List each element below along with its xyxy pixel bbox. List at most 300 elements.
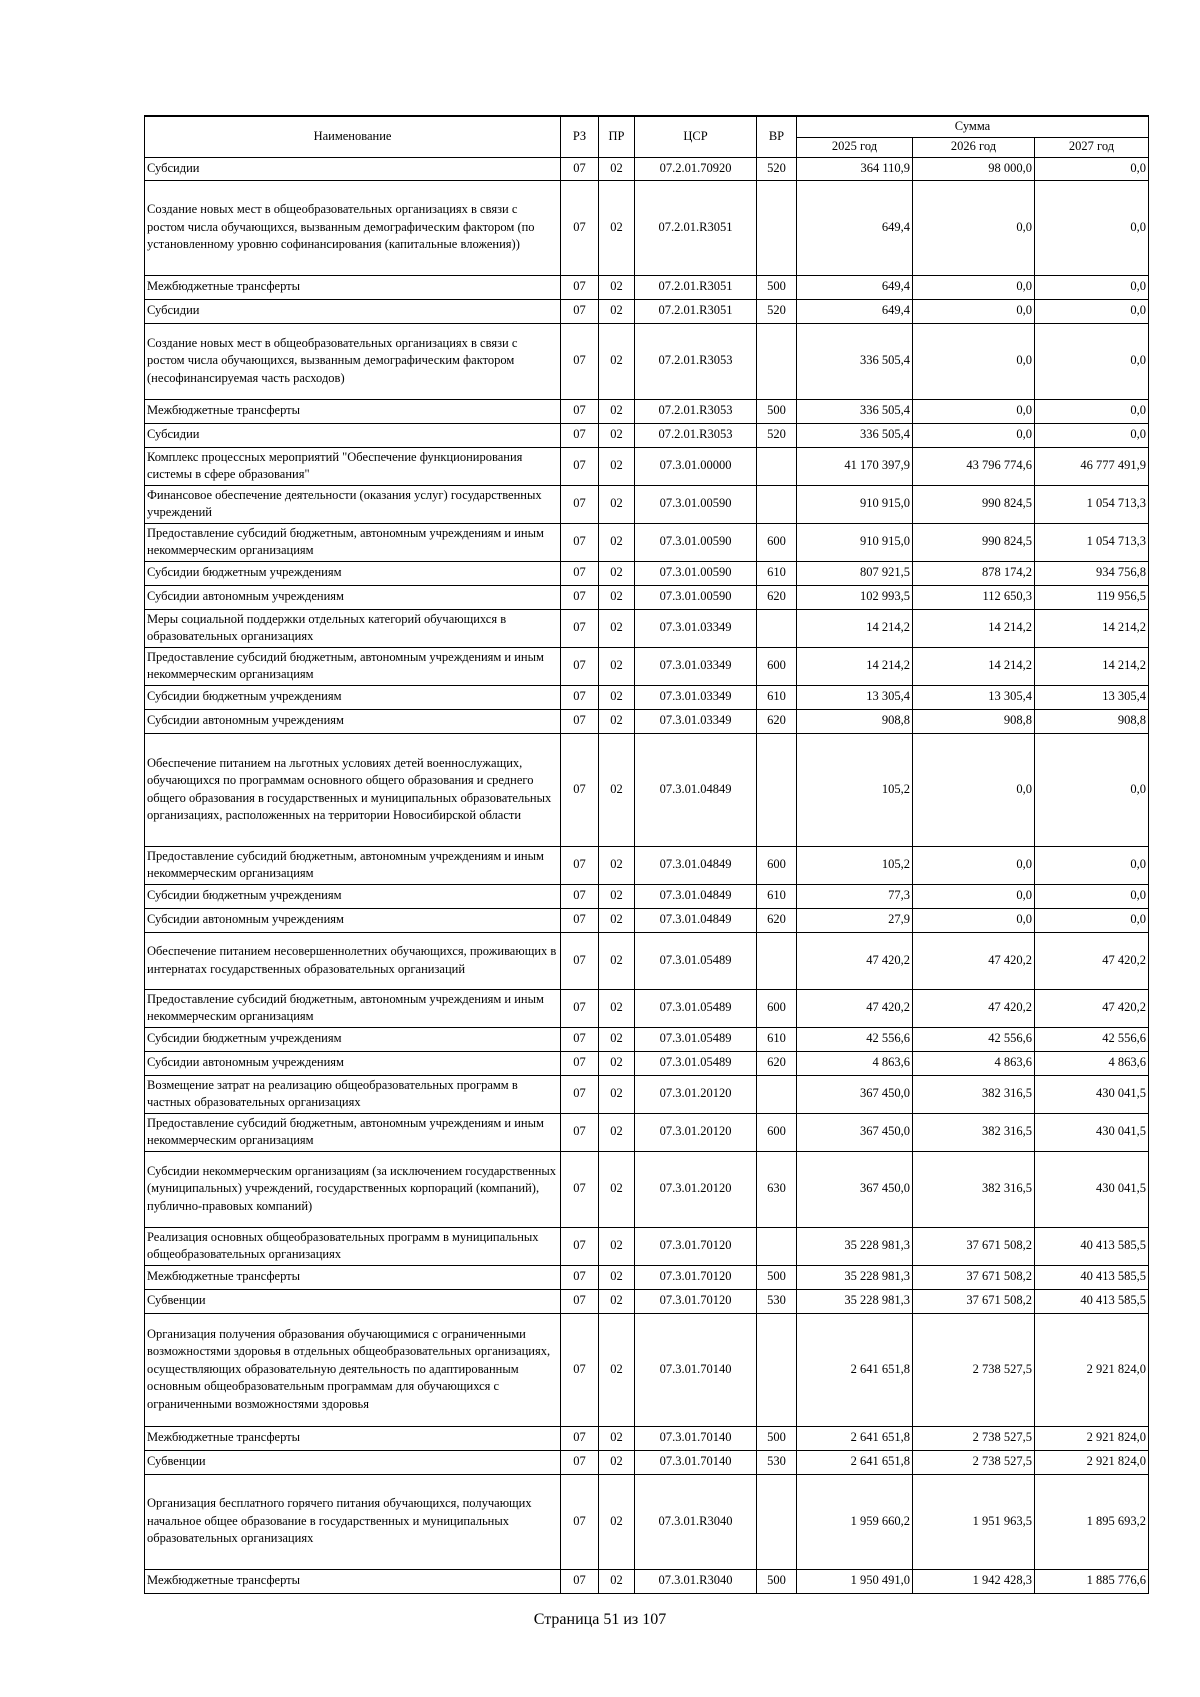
cell-pr: 02 xyxy=(599,1450,635,1474)
cell-2025: 649,4 xyxy=(797,299,913,323)
cell-csr: 07.3.01.20120 xyxy=(635,1113,757,1151)
cell-2025: 4 863,6 xyxy=(797,1051,913,1075)
cell-pr: 02 xyxy=(599,1426,635,1450)
cell-rz: 07 xyxy=(561,423,599,447)
cell-2027: 40 413 585,5 xyxy=(1035,1265,1149,1289)
header-year-2027: 2027 год xyxy=(1035,137,1149,157)
cell-vr xyxy=(757,932,797,989)
cell-2027: 42 556,6 xyxy=(1035,1027,1149,1051)
header-sum: Сумма xyxy=(797,116,1149,137)
cell-2026: 0,0 xyxy=(913,884,1035,908)
cell-pr: 02 xyxy=(599,1569,635,1593)
cell-pr: 02 xyxy=(599,733,635,846)
cell-vr xyxy=(757,1227,797,1265)
cell-2026: 878 174,2 xyxy=(913,561,1035,585)
cell-2027: 119 956,5 xyxy=(1035,585,1149,609)
cell-name: Организация получения образования обучающимися с ограниченными возможностями здоровья в отдельных общеобразовательных организациях, осуществляющих образовательную деятельность по адаптированным основным общеобразовательным программам для обучающихся с ограниченными возможностями здоровья xyxy=(145,1313,561,1426)
cell-vr: 600 xyxy=(757,1113,797,1151)
cell-name: Обеспечение питанием несовершеннолетних обучающихся, проживающих в интернатах государственных образовательных организаций xyxy=(145,932,561,989)
cell-2026: 37 671 508,2 xyxy=(913,1265,1035,1289)
cell-2025: 41 170 397,9 xyxy=(797,447,913,485)
cell-name: Субсидии автономным учреждениям xyxy=(145,1051,561,1075)
cell-2025: 47 420,2 xyxy=(797,989,913,1027)
cell-vr: 600 xyxy=(757,647,797,685)
table-row xyxy=(145,733,1149,846)
cell-2027: 4 863,6 xyxy=(1035,1051,1149,1075)
table-row xyxy=(145,932,1149,989)
cell-name: Субсидии xyxy=(145,299,561,323)
cell-csr: 07.2.01.R3051 xyxy=(635,180,757,275)
table-row xyxy=(145,1051,1149,1075)
cell-csr: 07.2.01.R3053 xyxy=(635,423,757,447)
cell-2026: 0,0 xyxy=(913,908,1035,932)
cell-vr: 500 xyxy=(757,1426,797,1450)
cell-pr: 02 xyxy=(599,299,635,323)
table-row xyxy=(145,275,1149,299)
cell-2027: 46 777 491,9 xyxy=(1035,447,1149,485)
cell-rz: 07 xyxy=(561,1027,599,1051)
cell-rz: 07 xyxy=(561,1450,599,1474)
cell-name: Межбюджетные трансферты xyxy=(145,1569,561,1593)
table-row xyxy=(145,1289,1149,1313)
cell-csr: 07.2.01.R3053 xyxy=(635,399,757,423)
cell-vr: 600 xyxy=(757,846,797,884)
cell-2025: 2 641 651,8 xyxy=(797,1426,913,1450)
cell-2026: 42 556,6 xyxy=(913,1027,1035,1051)
cell-csr: 07.3.01.70120 xyxy=(635,1265,757,1289)
cell-rz: 07 xyxy=(561,275,599,299)
cell-2026: 43 796 774,6 xyxy=(913,447,1035,485)
cell-2025: 336 505,4 xyxy=(797,323,913,399)
cell-2026: 2 738 527,5 xyxy=(913,1313,1035,1426)
cell-pr: 02 xyxy=(599,1027,635,1051)
cell-2026: 14 214,2 xyxy=(913,609,1035,647)
cell-2025: 367 450,0 xyxy=(797,1075,913,1113)
table-row xyxy=(145,1113,1149,1151)
cell-name: Возмещение затрат на реализацию общеобразовательных программ в частных образовательных организациях xyxy=(145,1075,561,1113)
cell-2025: 910 915,0 xyxy=(797,523,913,561)
table-row xyxy=(145,180,1149,275)
cell-2026: 0,0 xyxy=(913,299,1035,323)
cell-2027: 0,0 xyxy=(1035,423,1149,447)
cell-name: Субсидии бюджетным учреждениям xyxy=(145,561,561,585)
cell-csr: 07.2.01.70920 xyxy=(635,157,757,180)
cell-rz: 07 xyxy=(561,1313,599,1426)
cell-2027: 1 895 693,2 xyxy=(1035,1474,1149,1569)
cell-2026: 37 671 508,2 xyxy=(913,1289,1035,1313)
cell-2025: 42 556,6 xyxy=(797,1027,913,1051)
cell-vr: 610 xyxy=(757,685,797,709)
cell-rz: 07 xyxy=(561,447,599,485)
cell-pr: 02 xyxy=(599,709,635,733)
cell-2027: 0,0 xyxy=(1035,157,1149,180)
cell-name: Предоставление субсидий бюджетным, автономным учреждениям и иным некоммерческим организациям xyxy=(145,1113,561,1151)
cell-2027: 0,0 xyxy=(1035,733,1149,846)
table-row xyxy=(145,1450,1149,1474)
cell-name: Субсидии автономным учреждениям xyxy=(145,709,561,733)
budget-table xyxy=(144,115,1149,1594)
cell-pr: 02 xyxy=(599,846,635,884)
cell-2025: 35 228 981,3 xyxy=(797,1227,913,1265)
cell-name: Субсидии некоммерческим организациям (за исключением государственных (муниципальных) учреждений, государственных корпораций (компаний), публично-правовых компаний) xyxy=(145,1151,561,1227)
table-row xyxy=(145,1426,1149,1450)
cell-2025: 14 214,2 xyxy=(797,647,913,685)
cell-2026: 0,0 xyxy=(913,323,1035,399)
cell-rz: 07 xyxy=(561,1151,599,1227)
cell-2026: 382 316,5 xyxy=(913,1151,1035,1227)
cell-pr: 02 xyxy=(599,989,635,1027)
cell-2026: 0,0 xyxy=(913,275,1035,299)
cell-pr: 02 xyxy=(599,180,635,275)
cell-2025: 910 915,0 xyxy=(797,485,913,523)
cell-name: Межбюджетные трансферты xyxy=(145,1265,561,1289)
cell-vr xyxy=(757,323,797,399)
cell-name: Финансовое обеспечение деятельности (оказания услуг) государственных учреждений xyxy=(145,485,561,523)
cell-vr: 610 xyxy=(757,1027,797,1051)
cell-2026: 112 650,3 xyxy=(913,585,1035,609)
cell-pr: 02 xyxy=(599,1313,635,1426)
cell-rz: 07 xyxy=(561,1075,599,1113)
table-row xyxy=(145,423,1149,447)
cell-pr: 02 xyxy=(599,399,635,423)
cell-name: Предоставление субсидий бюджетным, автономным учреждениям и иным некоммерческим организациям xyxy=(145,647,561,685)
table-body xyxy=(145,157,1149,1593)
cell-2027: 430 041,5 xyxy=(1035,1151,1149,1227)
cell-pr: 02 xyxy=(599,1289,635,1313)
cell-vr: 620 xyxy=(757,908,797,932)
cell-2025: 1 959 660,2 xyxy=(797,1474,913,1569)
cell-csr: 07.3.01.70120 xyxy=(635,1227,757,1265)
cell-2027: 934 756,8 xyxy=(1035,561,1149,585)
cell-rz: 07 xyxy=(561,485,599,523)
cell-2026: 0,0 xyxy=(913,399,1035,423)
cell-name: Обеспечение питанием на льготных условиях детей военнослужащих, обучающихся по программам основного общего образования и среднего общего образования в государственных и муниципальных образовательных организациях, расположенных на территории Новосибирской области xyxy=(145,733,561,846)
cell-pr: 02 xyxy=(599,275,635,299)
table-row xyxy=(145,523,1149,561)
cell-2026: 382 316,5 xyxy=(913,1075,1035,1113)
cell-pr: 02 xyxy=(599,1474,635,1569)
cell-vr xyxy=(757,1075,797,1113)
cell-name: Субвенции xyxy=(145,1450,561,1474)
cell-2025: 2 641 651,8 xyxy=(797,1313,913,1426)
cell-rz: 07 xyxy=(561,299,599,323)
cell-name: Субсидии бюджетным учреждениям xyxy=(145,884,561,908)
cell-rz: 07 xyxy=(561,180,599,275)
cell-vr: 500 xyxy=(757,399,797,423)
table-row xyxy=(145,709,1149,733)
cell-2025: 77,3 xyxy=(797,884,913,908)
cell-rz: 07 xyxy=(561,561,599,585)
cell-pr: 02 xyxy=(599,908,635,932)
table-row xyxy=(145,609,1149,647)
cell-csr: 07.2.01.R3051 xyxy=(635,275,757,299)
cell-vr: 600 xyxy=(757,523,797,561)
cell-name: Межбюджетные трансферты xyxy=(145,275,561,299)
cell-vr: 500 xyxy=(757,275,797,299)
cell-2025: 807 921,5 xyxy=(797,561,913,585)
cell-2027: 0,0 xyxy=(1035,846,1149,884)
cell-rz: 07 xyxy=(561,932,599,989)
cell-name: Создание новых мест в общеобразовательных организациях в связи с ростом числа обучающихся, вызванным демографическим фактором (по установленному уровню софинансирования (капитальные вложения)) xyxy=(145,180,561,275)
cell-rz: 07 xyxy=(561,709,599,733)
cell-name: Создание новых мест в общеобразовательных организациях в связи с ростом числа обучающихся, вызванным демографическим фактором (несофинансируемая часть расходов) xyxy=(145,323,561,399)
cell-2026: 2 738 527,5 xyxy=(913,1426,1035,1450)
cell-2025: 367 450,0 xyxy=(797,1151,913,1227)
cell-vr: 500 xyxy=(757,1265,797,1289)
cell-rz: 07 xyxy=(561,884,599,908)
cell-vr xyxy=(757,1313,797,1426)
cell-2025: 336 505,4 xyxy=(797,399,913,423)
cell-csr: 07.3.01.04849 xyxy=(635,908,757,932)
cell-csr: 07.2.01.R3051 xyxy=(635,299,757,323)
cell-2027: 2 921 824,0 xyxy=(1035,1426,1149,1450)
cell-name: Межбюджетные трансферты xyxy=(145,1426,561,1450)
cell-csr: 07.3.01.70140 xyxy=(635,1313,757,1426)
cell-csr: 07.3.01.70120 xyxy=(635,1289,757,1313)
cell-2025: 649,4 xyxy=(797,275,913,299)
cell-name: Субсидии автономным учреждениям xyxy=(145,585,561,609)
cell-csr: 07.3.01.20120 xyxy=(635,1151,757,1227)
cell-csr: 07.2.01.R3053 xyxy=(635,323,757,399)
cell-2027: 908,8 xyxy=(1035,709,1149,733)
cell-vr: 620 xyxy=(757,1051,797,1075)
cell-2025: 1 950 491,0 xyxy=(797,1569,913,1593)
cell-vr: 610 xyxy=(757,561,797,585)
cell-2027: 1 054 713,3 xyxy=(1035,485,1149,523)
table-row xyxy=(145,884,1149,908)
cell-2026: 14 214,2 xyxy=(913,647,1035,685)
cell-2026: 98 000,0 xyxy=(913,157,1035,180)
cell-name: Субсидии бюджетным учреждениям xyxy=(145,685,561,709)
cell-vr: 530 xyxy=(757,1289,797,1313)
cell-2026: 47 420,2 xyxy=(913,989,1035,1027)
cell-pr: 02 xyxy=(599,1227,635,1265)
cell-2026: 0,0 xyxy=(913,180,1035,275)
cell-2027: 40 413 585,5 xyxy=(1035,1227,1149,1265)
cell-pr: 02 xyxy=(599,1265,635,1289)
cell-rz: 07 xyxy=(561,1474,599,1569)
cell-2027: 2 921 824,0 xyxy=(1035,1313,1149,1426)
header-rz: РЗ xyxy=(561,116,599,157)
cell-2026: 37 671 508,2 xyxy=(913,1227,1035,1265)
cell-name: Межбюджетные трансферты xyxy=(145,399,561,423)
cell-2025: 47 420,2 xyxy=(797,932,913,989)
cell-2027: 47 420,2 xyxy=(1035,932,1149,989)
cell-pr: 02 xyxy=(599,157,635,180)
cell-name: Субвенции xyxy=(145,1289,561,1313)
cell-name: Предоставление субсидий бюджетным, автономным учреждениям и иным некоммерческим организациям xyxy=(145,523,561,561)
cell-vr: 500 xyxy=(757,1569,797,1593)
cell-vr xyxy=(757,180,797,275)
cell-rz: 07 xyxy=(561,1051,599,1075)
cell-csr: 07.3.01.00590 xyxy=(635,485,757,523)
cell-2027: 0,0 xyxy=(1035,884,1149,908)
cell-csr: 07.3.01.70140 xyxy=(635,1426,757,1450)
header-csr: ЦСР xyxy=(635,116,757,157)
cell-vr xyxy=(757,485,797,523)
cell-rz: 07 xyxy=(561,1289,599,1313)
table-row xyxy=(145,561,1149,585)
cell-csr: 07.3.01.05489 xyxy=(635,989,757,1027)
page-number: Страница 51 из 107 xyxy=(533,1611,667,1628)
table-row xyxy=(145,1075,1149,1113)
cell-vr xyxy=(757,447,797,485)
cell-rz: 07 xyxy=(561,908,599,932)
cell-pr: 02 xyxy=(599,1051,635,1075)
cell-vr xyxy=(757,1474,797,1569)
cell-csr: 07.3.01.00590 xyxy=(635,523,757,561)
cell-2025: 2 641 651,8 xyxy=(797,1450,913,1474)
cell-2025: 35 228 981,3 xyxy=(797,1265,913,1289)
cell-rz: 07 xyxy=(561,1265,599,1289)
table-row xyxy=(145,1227,1149,1265)
cell-name: Меры социальной поддержки отдельных категорий обучающихся в образовательных организациях xyxy=(145,609,561,647)
cell-vr: 520 xyxy=(757,423,797,447)
cell-csr: 07.3.01.05489 xyxy=(635,932,757,989)
table-row xyxy=(145,485,1149,523)
cell-2025: 908,8 xyxy=(797,709,913,733)
cell-2025: 14 214,2 xyxy=(797,609,913,647)
cell-rz: 07 xyxy=(561,685,599,709)
cell-csr: 07.3.01.03349 xyxy=(635,609,757,647)
cell-pr: 02 xyxy=(599,423,635,447)
cell-2026: 1 942 428,3 xyxy=(913,1569,1035,1593)
cell-rz: 07 xyxy=(561,733,599,846)
cell-pr: 02 xyxy=(599,685,635,709)
cell-csr: 07.3.01.04849 xyxy=(635,846,757,884)
cell-csr: 07.3.01.03349 xyxy=(635,647,757,685)
cell-pr: 02 xyxy=(599,585,635,609)
cell-2027: 0,0 xyxy=(1035,275,1149,299)
cell-2026: 0,0 xyxy=(913,423,1035,447)
cell-2027: 1 054 713,3 xyxy=(1035,523,1149,561)
cell-2025: 649,4 xyxy=(797,180,913,275)
cell-2026: 1 951 963,5 xyxy=(913,1474,1035,1569)
cell-2026: 0,0 xyxy=(913,846,1035,884)
cell-2025: 105,2 xyxy=(797,846,913,884)
cell-vr xyxy=(757,733,797,846)
cell-pr: 02 xyxy=(599,323,635,399)
cell-2025: 13 305,4 xyxy=(797,685,913,709)
cell-vr: 620 xyxy=(757,585,797,609)
cell-rz: 07 xyxy=(561,523,599,561)
cell-pr: 02 xyxy=(599,1075,635,1113)
cell-vr: 610 xyxy=(757,884,797,908)
cell-csr: 07.3.01.03349 xyxy=(635,685,757,709)
table-row xyxy=(145,1265,1149,1289)
table-row xyxy=(145,647,1149,685)
cell-rz: 07 xyxy=(561,846,599,884)
cell-pr: 02 xyxy=(599,485,635,523)
cell-csr: 07.3.01.00000 xyxy=(635,447,757,485)
table-row xyxy=(145,1569,1149,1593)
cell-vr: 600 xyxy=(757,989,797,1027)
cell-rz: 07 xyxy=(561,1569,599,1593)
cell-vr: 520 xyxy=(757,157,797,180)
cell-2027: 2 921 824,0 xyxy=(1035,1450,1149,1474)
cell-pr: 02 xyxy=(599,523,635,561)
table-row xyxy=(145,323,1149,399)
cell-2026: 13 305,4 xyxy=(913,685,1035,709)
cell-name: Организация бесплатного горячего питания обучающихся, получающих начальное общее образование в государственных и муниципальных образовательных организациях xyxy=(145,1474,561,1569)
cell-2025: 102 993,5 xyxy=(797,585,913,609)
cell-name: Реализация основных общеобразовательных программ в муниципальных общеобразовательных организациях xyxy=(145,1227,561,1265)
cell-csr: 07.3.01.00590 xyxy=(635,585,757,609)
cell-2027: 40 413 585,5 xyxy=(1035,1289,1149,1313)
cell-name: Субсидии бюджетным учреждениям xyxy=(145,1027,561,1051)
cell-csr: 07.3.01.04849 xyxy=(635,884,757,908)
header-name: Наименование xyxy=(145,116,561,157)
cell-2027: 0,0 xyxy=(1035,908,1149,932)
cell-2026: 990 824,5 xyxy=(913,523,1035,561)
cell-rz: 07 xyxy=(561,1426,599,1450)
cell-rz: 07 xyxy=(561,323,599,399)
cell-pr: 02 xyxy=(599,609,635,647)
cell-2026: 47 420,2 xyxy=(913,932,1035,989)
cell-2027: 47 420,2 xyxy=(1035,989,1149,1027)
cell-2025: 35 228 981,3 xyxy=(797,1289,913,1313)
header-vr: ВР xyxy=(757,116,797,157)
cell-2027: 430 041,5 xyxy=(1035,1113,1149,1151)
cell-vr xyxy=(757,609,797,647)
cell-pr: 02 xyxy=(599,932,635,989)
cell-2026: 990 824,5 xyxy=(913,485,1035,523)
table-row xyxy=(145,989,1149,1027)
header-year-2025: 2025 год xyxy=(797,137,913,157)
cell-rz: 07 xyxy=(561,1227,599,1265)
cell-pr: 02 xyxy=(599,647,635,685)
cell-2026: 0,0 xyxy=(913,733,1035,846)
cell-2025: 336 505,4 xyxy=(797,423,913,447)
header-year-2026: 2026 год xyxy=(913,137,1035,157)
cell-name: Предоставление субсидий бюджетным, автономным учреждениям и иным некоммерческим организациям xyxy=(145,989,561,1027)
cell-csr: 07.3.01.R3040 xyxy=(635,1569,757,1593)
cell-rz: 07 xyxy=(561,609,599,647)
cell-rz: 07 xyxy=(561,585,599,609)
cell-pr: 02 xyxy=(599,561,635,585)
cell-name: Субсидии xyxy=(145,157,561,180)
cell-2027: 430 041,5 xyxy=(1035,1075,1149,1113)
cell-rz: 07 xyxy=(561,1113,599,1151)
cell-vr: 530 xyxy=(757,1450,797,1474)
table-row xyxy=(145,1474,1149,1569)
cell-vr: 630 xyxy=(757,1151,797,1227)
cell-pr: 02 xyxy=(599,1151,635,1227)
cell-pr: 02 xyxy=(599,884,635,908)
table-row xyxy=(145,846,1149,884)
cell-2027: 14 214,2 xyxy=(1035,609,1149,647)
cell-2026: 4 863,6 xyxy=(913,1051,1035,1075)
cell-2025: 105,2 xyxy=(797,733,913,846)
cell-csr: 07.3.01.05489 xyxy=(635,1027,757,1051)
cell-vr: 520 xyxy=(757,299,797,323)
cell-2026: 908,8 xyxy=(913,709,1035,733)
cell-2026: 2 738 527,5 xyxy=(913,1450,1035,1474)
cell-csr: 07.3.01.70140 xyxy=(635,1450,757,1474)
table-row xyxy=(145,908,1149,932)
cell-csr: 07.3.01.05489 xyxy=(635,1051,757,1075)
cell-2027: 0,0 xyxy=(1035,323,1149,399)
cell-2027: 0,0 xyxy=(1035,180,1149,275)
cell-2027: 0,0 xyxy=(1035,399,1149,423)
table-row xyxy=(145,1313,1149,1426)
table-row xyxy=(145,685,1149,709)
cell-2027: 0,0 xyxy=(1035,299,1149,323)
cell-pr: 02 xyxy=(599,1113,635,1151)
table-header xyxy=(145,116,1149,157)
cell-rz: 07 xyxy=(561,989,599,1027)
cell-2027: 1 885 776,6 xyxy=(1035,1569,1149,1593)
